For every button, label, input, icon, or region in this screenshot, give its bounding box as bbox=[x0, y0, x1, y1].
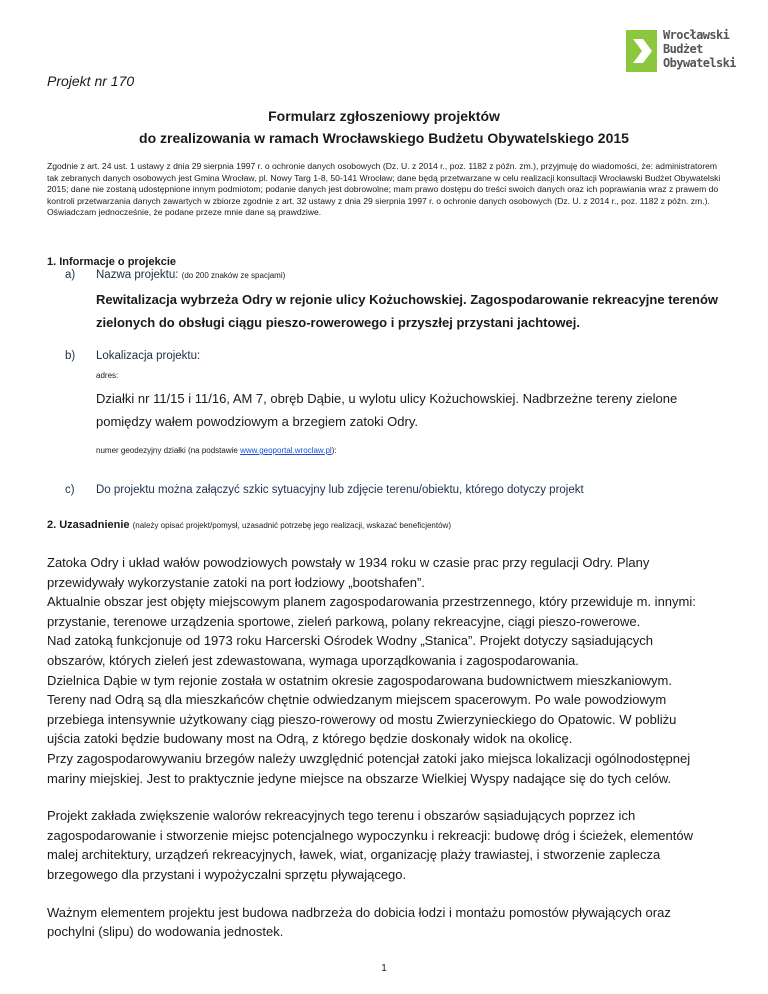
item-b-marker: b) bbox=[65, 350, 76, 362]
attachment-note: Do projektu można załączyć szkic sytuacyjny lub zdjęcie terenu/obiektu, którego dotyczy projekt bbox=[96, 484, 584, 496]
location-label: Lokalizacja projektu: bbox=[96, 350, 201, 362]
page-number: 1 bbox=[381, 963, 387, 974]
data-protection-clause: Zgodnie z art. 24 ust. 1 ustawy z dnia 29 sierpnia 1997 r. o ochronie danych osobowych (Dz. U. z 2014 r., poz. 1182 z późn. zm.), przyjmuję do wiadomości, że: administratorem tak zebranych danych osobowych jest Gmina Wrocław, pl. Nowy Targ 1-8, 50-141 Wrocław; dane będą przetwarzane w celu realizacji konsultacji Wrocławski Budżet Obywatelski 2015; dane nie zostaną udostępnione innym podmiotom; podanie danych jest dobrowolne; mam prawo dostępu do treści swoich danych oraz ich poprawiania wraz z prawem do kontroli przetwarzania danych zawartych w zbiorze zgodnie z art. 32 ustawy z dnia 29 sierpnia 1997 r. o ochronie danych osobowych (Dz. U. z 2014 r., poz. 1182 z późn. zm.). bbox=[47, 161, 721, 206]
justification-paragraph-3: Ważnym elementem projektu jest budowa nadbrzeża do dobicia łodzi i montażu pomostów pływających oraz pochylni (slipu) do wodowania jednostek. bbox=[47, 904, 671, 940]
project-number: Projekt nr 170 bbox=[47, 73, 135, 89]
legal-notice bbox=[47, 161, 725, 219]
section1-heading: 1. Informacje o projekcie bbox=[47, 256, 176, 268]
parcel-number-label: numer geodezyjny działki (na podstawie www.geoportal.wroclaw.pl): bbox=[96, 446, 337, 455]
address-value: Działki nr 11/15 i 11/16, AM 7, obręb Dąbie, u wylotu ulicy Kożuchowskiej. Nadbrzeżne tereny zielone pomiędzy wałem powodziowym a brzegiem zatoki Odry. bbox=[96, 391, 678, 429]
project-name-value: Rewitalizacja wybrzeża Odry w rejonie ulicy Kożuchowskiej. Zagospodarowanie rekreacyjne terenów zielonych do obsługi ciągu pieszo-rowerowego i przyszłej przystani jachtowej. bbox=[96, 292, 719, 330]
item-c-marker: c) bbox=[65, 484, 75, 496]
form-title-line1: Formularz zgłoszeniowy projektów bbox=[268, 108, 500, 124]
justification-paragraph-2: Projekt zakłada zwiększenie walorów rekreacyjnych tego terenu i obszarów sąsiadujących poprzez ich zagospodarowanie i stworzenie miejsc potencjalnego wypoczynku i rekreacji: budowę dróg i ścieżek, elementów malej architektury, urządzeń rekreacyjnych, ławek, wiat, organizację plaży trawiastej, i stworzenie zaplecza brzegowego dla przystani i wypożyczalni sprzętu pływającego. bbox=[47, 808, 694, 882]
logo-chevron-icon bbox=[626, 30, 657, 72]
item-a-marker: a) bbox=[65, 269, 76, 281]
justification-text bbox=[47, 553, 737, 960]
section2-heading: 2. Uzasadnienie (należy opisać projekt/pomysł, uzasadnić potrzebę jego realizacji, wskazać beneficjentów) bbox=[47, 519, 451, 531]
address-label: adres: bbox=[96, 371, 119, 380]
geoportal-link[interactable]: www.geoportal.wroclaw.pl bbox=[240, 446, 332, 455]
truthfulness-declaration: Oświadczam jednocześnie, że podane przeze mnie dane są prawdziwe. bbox=[47, 207, 322, 218]
project-name-label: Nazwa projektu: (do 200 znaków ze spacjami) bbox=[96, 269, 286, 281]
logo-text: Wrocławski Budżet Obywatelski bbox=[663, 28, 736, 70]
wbo-logo bbox=[626, 28, 736, 72]
form-title-line2: do zrealizowania w ramach Wrocławskiego Budżetu Obywatelskiego 2015 bbox=[139, 130, 629, 146]
justification-paragraph-1: Zatoka Odry i układ wałów powodziowych powstały w 1934 roku w czasie prac przy regulacji Odry. Plany przewidywały wykorzystanie zatoki na port łodziowy „bootshafen”. Aktualnie obszar jest objęty miejscowym planem zagospodarowania przestrzennego, który przewiduje m. innymi: przystanie, terenowe urządzenia sportowe, zieleń parkową, polany rekreacyjne, ciągi pieszo-rowerowe. Nad zatoką funkcjonuje od 1973 roku Harcerski Ośrodek Wodny „Stanica”. Projekt dotyczy sąsiadujących obszarów, których zieleń jest zdewastowana, wymaga uporządkowania i zagospodarowania. Dzielnica Dąbie w tym rejonie została w ostatnim okresie zagospodarowana budownictwem mieszkaniowym. Tereny nad Odrą są dla mieszkańców chętnie odwiedzanym miejscem spacerowym. Po wale powodziowym przebiega intensywnie użytkowany ciąg pieszo-rowerowy od mostu Zwierzynieckiego do Opatowic. W pobliżu ujścia zatoki będzie budowany most na Odrą, z którego będzie doskonały widok na okolicę. Przy zagospodarowywaniu brzegów należy uwzględnić potencjał zatoki jako miejsca lokalizacji ogólnodostępnej mariny miejskiej. Jest to praktycznie jedyne miejsce na obszarze Wielkiej Wyspy nadające się do tych celów. bbox=[47, 555, 696, 786]
project-name-note: (do 200 znaków ze spacjami) bbox=[181, 271, 286, 280]
section2-note: (należy opisać projekt/pomysł, uzasadnić potrzebę jego realizacji, wskazać beneficjentów) bbox=[132, 521, 451, 530]
